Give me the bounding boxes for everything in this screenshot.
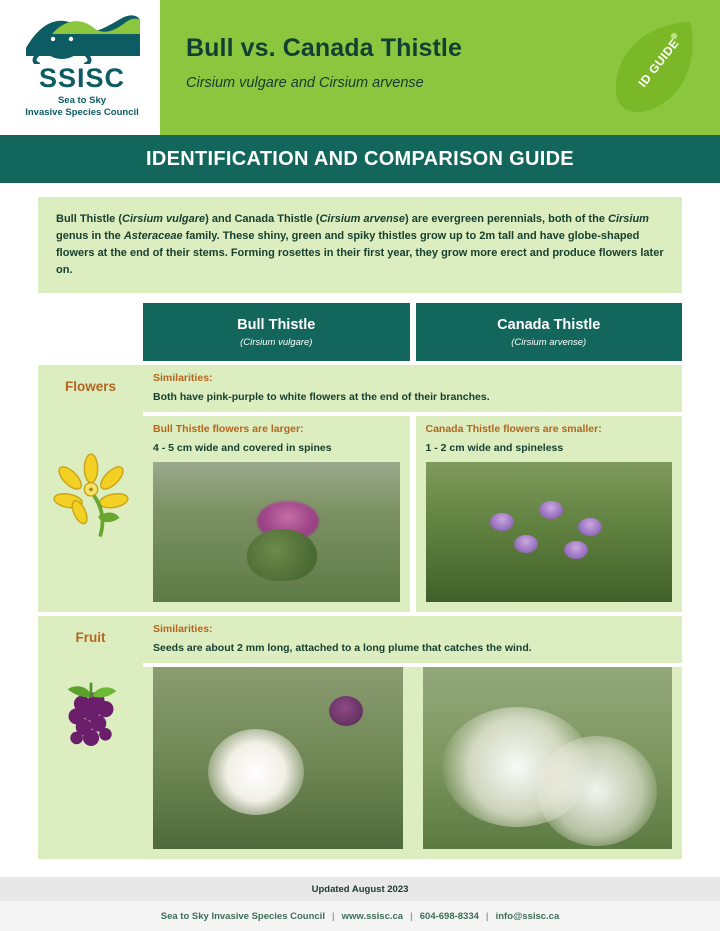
similarities-text: Both have pink-purple to white flowers at the end of their branches.	[153, 391, 490, 404]
column-header-scientific: (Cirsium arvense)	[511, 336, 587, 348]
fruit-photos-row	[143, 667, 682, 859]
similarities-title: Similarities:	[153, 623, 213, 636]
logo-acronym: SSISC	[38, 63, 126, 93]
footer-website[interactable]: www.ssisc.ca	[341, 910, 404, 922]
page-title: Bull vs. Canada Thistle	[186, 34, 462, 62]
table-header-row	[38, 303, 682, 361]
cell-text: 4 - 5 cm wide and covered in spines	[153, 442, 332, 455]
column-header-bull-thistle	[143, 303, 410, 361]
section-body-fruit	[143, 616, 682, 859]
section-label-flowers	[38, 365, 143, 612]
similarities-flowers	[143, 365, 682, 412]
cell-title: Bull Thistle flowers are larger:	[153, 423, 304, 436]
column-header-name: Bull Thistle	[237, 316, 316, 333]
bull-thistle-fruit-photo	[153, 667, 403, 849]
comparison-table	[0, 303, 720, 859]
footer-org: Sea to Sky Invasive Species Council	[160, 910, 325, 922]
cell-bull-thistle-flowers	[143, 416, 410, 612]
intro-wrapper	[0, 183, 720, 303]
badge-label: ID GUIDE	[635, 36, 682, 90]
section-flowers	[38, 365, 682, 612]
table-header-spacer	[38, 303, 143, 361]
logo-block	[0, 0, 160, 135]
column-header-name: Canada Thistle	[497, 316, 601, 333]
updated-date: Updated August 2023	[0, 877, 720, 901]
flowers-differences-row	[143, 416, 682, 612]
logo-org-line1: Sea to Sky	[57, 95, 107, 106]
canada-thistle-fruit-photo	[423, 667, 673, 849]
cell-canada-thistle-flowers	[416, 416, 683, 612]
bull-thistle-flower-photo	[153, 462, 400, 602]
section-label-text: Fruit	[75, 630, 106, 646]
footer-separator: |	[410, 910, 413, 922]
footer-phone[interactable]: 604-698-8334	[419, 910, 479, 922]
yellow-flower-icon	[38, 453, 143, 539]
purple-berry-icon	[38, 678, 143, 760]
frog-mountain-logo-icon	[22, 8, 142, 64]
section-fruit	[38, 616, 682, 859]
column-header-scientific: (Cirsium vulgare)	[240, 336, 313, 348]
similarities-fruit	[143, 616, 682, 663]
section-label-text: Flowers	[64, 379, 116, 395]
page-header	[0, 0, 720, 135]
similarities-text: Seeds are about 2 mm long, attached to a long plume that catches the wind.	[153, 642, 532, 655]
canada-thistle-flower-photo	[426, 462, 673, 602]
logo-org-line2: Invasive Species Council	[25, 106, 139, 118]
intro-paragraph: Bull Thistle (Cirsium vulgare) and Canada Thistle (Cirsium arvense) are evergreen perennials, both of the Cirsium genus in the Asteraceae family. These shiny, green and spiky thistles grow up to 2m tall and have globe-shaped flowers at the end of their stems. Forming rosettes in their first year, they grow more erect and produce flowers later on.	[38, 197, 682, 293]
section-band	[0, 135, 720, 183]
section-body-flowers	[143, 365, 682, 612]
footer-separator: |	[331, 910, 335, 922]
contact-bar	[0, 901, 720, 931]
section-label-fruit	[38, 616, 143, 859]
band-title: IDENTIFICATION AND COMPARISON GUIDE	[146, 147, 574, 170]
leaf-icon	[606, 16, 702, 120]
column-header-canada-thistle	[416, 303, 683, 361]
logo-org-name	[25, 95, 139, 119]
cell-text: 1 - 2 cm wide and spineless	[425, 442, 564, 455]
similarities-title: Similarities:	[153, 372, 213, 385]
footer-separator: |	[485, 910, 489, 922]
page-footer	[0, 877, 720, 931]
page-subtitle: Cirsium vulgare and Cirsium arvense	[186, 75, 424, 91]
footer-email[interactable]: info@ssisc.ca	[495, 910, 560, 922]
cell-title: Canada Thistle flowers are smaller:	[425, 423, 602, 436]
